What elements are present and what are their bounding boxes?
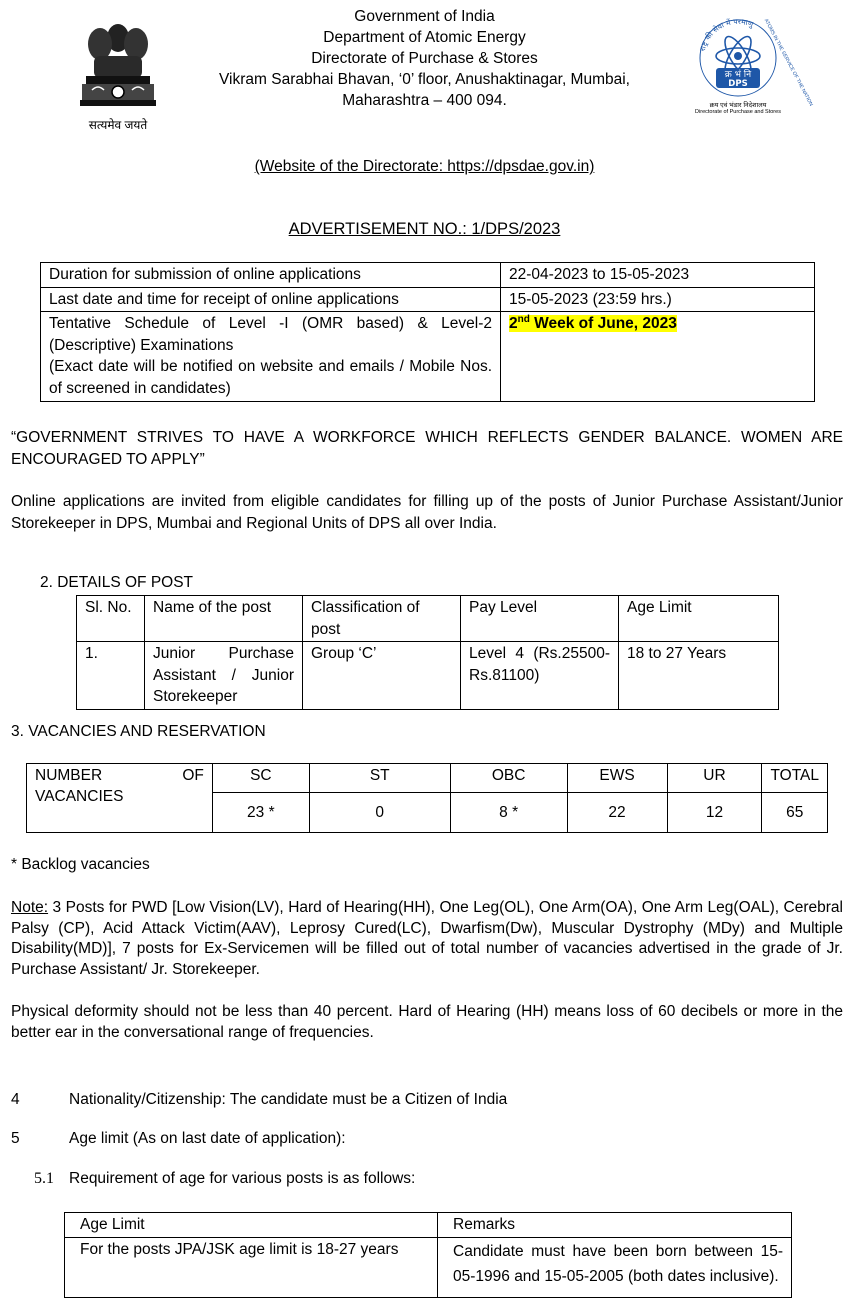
logo-main-text: क्र भं नि <box>724 70 752 80</box>
post-age-limit: 18 to 27 Years <box>619 642 779 710</box>
vacancy-total: 65 <box>762 793 828 833</box>
vacancy-table <box>26 763 828 833</box>
exam-schedule-label: Tentative Schedule of Level -I (OMR based) & Level-2 (Descriptive) Examinations <box>49 315 492 354</box>
gender-balance-quote: “GOVERNMENT STRIVES TO HAVE A WORKFORCE WHICH REFLECTS GENDER BALANCE. WOMEN ARE ENCOURAGED TO APPLY” <box>11 429 843 468</box>
exam-week-text: Week of June, 2023 <box>529 315 677 332</box>
schedule-value <box>501 312 815 402</box>
col-header-ur: UR <box>667 764 762 793</box>
schedule-label: Last date and time for receipt of online applications <box>41 287 501 312</box>
schedule-value: 22-04-2023 to 15-05-2023 <box>501 263 815 288</box>
table-row <box>41 287 815 312</box>
exam-schedule-note: (Exact date will be notified on website and emails / Mobile Nos. of screened in candidates) <box>49 358 492 397</box>
post-name: Junior Purchase Assistant / Junior Storekeeper <box>145 642 303 710</box>
post-serial: 1. <box>77 642 145 710</box>
emblem-caption: सत्यमेव जयते <box>88 118 148 132</box>
logo-caption-english: Directorate of Purchase and Stores <box>695 109 781 115</box>
table-row <box>65 1237 792 1297</box>
backlog-footnote: * Backlog vacancies <box>11 856 150 873</box>
col-header-total: TOTAL <box>762 764 828 793</box>
header-line-3: Directorate of Purchase & Stores <box>311 50 538 67</box>
vacancy-sc: 23 * <box>212 793 309 833</box>
website-link[interactable]: (Website of the Directorate: https://dpsdae.gov.in) <box>254 158 595 175</box>
header-line-4: Vikram Sarabhai Bhavan, ‘0’ floor, Anushaktinagar, Mumbai, <box>219 71 630 88</box>
item-4-number: 4 <box>11 1091 20 1108</box>
table-header-row <box>27 764 828 793</box>
vacancy-ews: 22 <box>567 793 667 833</box>
col-header-sc: SC <box>212 764 309 793</box>
physical-deformity-paragraph: Physical deformity should not be less than 40 percent. Hard of Hearing (HH) means loss of 60 decibels or more in the better ear in the conversational range of frequencies. <box>11 1003 843 1041</box>
schedule-label: Duration for submission of online applications <box>41 263 501 288</box>
col-header-age-limit: Age Limit <box>65 1213 438 1238</box>
post-details-table <box>76 595 779 710</box>
section-heading-vacancies: 3. VACANCIES AND RESERVATION <box>11 723 266 740</box>
logo-arc-top: राष्ट्र की सेवा में परमाणु <box>697 16 755 53</box>
col-header-ews: EWS <box>567 764 667 793</box>
ordinal-suffix: nd <box>517 313 530 325</box>
age-limit-table <box>64 1212 792 1298</box>
header-line-5: Maharashtra – 400 094. <box>342 92 507 109</box>
table-header-row <box>77 596 779 642</box>
item-5-number: 5 <box>11 1130 20 1147</box>
age-requirement-text: Requirement of age for various posts is as follows: <box>69 1170 416 1187</box>
age-limit-value: For the posts JPA/JSK age limit is 18-27 years <box>65 1237 438 1297</box>
col-header: Name of the post <box>145 596 303 642</box>
post-classification: Group ‘C’ <box>303 642 461 710</box>
pwd-note <box>11 898 843 980</box>
table-row <box>41 312 815 402</box>
age-limit-text: Age limit (As on last date of application): <box>69 1130 346 1147</box>
vacancy-obc: 8 * <box>450 793 567 833</box>
exam-week-highlight <box>509 315 677 332</box>
vacancy-st: 0 <box>309 793 450 833</box>
post-pay-level: Level 4 (Rs.25500-Rs.81100) <box>461 642 619 710</box>
table-row <box>77 642 779 710</box>
schedule-table <box>40 262 815 402</box>
age-remarks-value: Candidate must have been born between 15-05-1996 and 15-05-2005 (both dates inclusive). <box>438 1237 792 1297</box>
table-row <box>41 263 815 288</box>
note-text: 3 Posts for PWD [Low Vision(LV), Hard of Hearing(HH), One Leg(OL), One Arm(OA), One Arm Leg(OAL), Cerebral Palsy (CP), Acid Attack Victim(AAV), Leprosy Cured(LC), Dwarfism(Dw), Muscular Dystrophy (MDy) and Multiple Disability(MD)], 7 posts for Ex-Servicemen will be filled out of total number of vacancies advertised in the grade of Jr. Purchase Assistant/ Jr. Storekeeper. <box>11 899 843 978</box>
logo-caption-hindi: क्रय एवं भंडार निदेशालय <box>709 102 767 109</box>
col-header: Classification of post <box>303 596 461 642</box>
header-line-2: Department of Atomic Energy <box>323 29 526 46</box>
advertisement-number: ADVERTISEMENT NO.: 1/DPS/2023 <box>288 220 561 238</box>
exam-week-number: 2 <box>509 315 518 332</box>
col-header-st: ST <box>309 764 450 793</box>
col-header: Age Limit <box>619 596 779 642</box>
logo-arc-right: ATOMS IN THE SERVICE OF THE NATION <box>762 18 814 108</box>
item-5-1-number: 5.1 <box>34 1170 54 1187</box>
col-header: Sl. No. <box>77 596 145 642</box>
logo-abbr: DPS <box>728 79 748 89</box>
nationality-text: Nationality/Citizenship: The candidate must be a Citizen of India <box>69 1091 508 1108</box>
vacancy-row-label: NUMBER OF VACANCIES <box>27 764 213 833</box>
header-line-1: Government of India <box>354 8 495 25</box>
vacancy-ur: 12 <box>667 793 762 833</box>
schedule-value: 15-05-2023 (23:59 hrs.) <box>501 287 815 312</box>
table-header-row <box>65 1213 792 1238</box>
col-header-obc: OBC <box>450 764 567 793</box>
col-header: Pay Level <box>461 596 619 642</box>
schedule-label <box>41 312 501 402</box>
note-label: Note: <box>11 899 49 916</box>
intro-paragraph: Online applications are invited from eligible candidates for filling up of the posts of Junior Purchase Assistant/Junior Storekeeper in DPS, Mumbai and Regional Units of DPS all over India. <box>11 493 843 532</box>
section-heading-post: 2. DETAILS OF POST <box>40 574 194 591</box>
col-header-remarks: Remarks <box>438 1213 792 1238</box>
